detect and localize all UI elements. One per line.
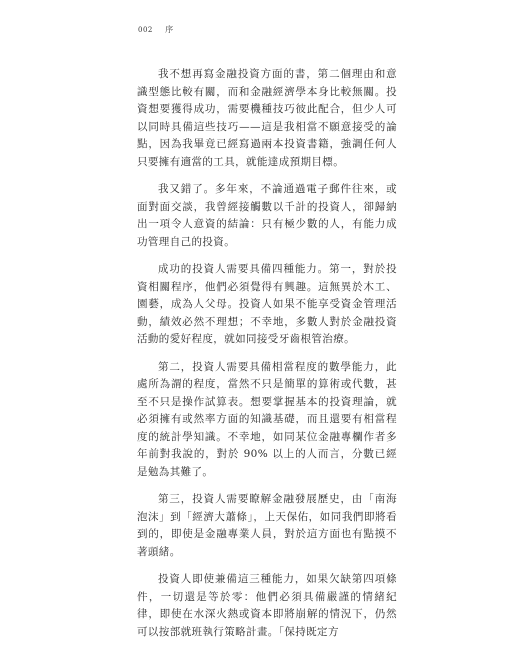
paragraph: 投資人即使兼備這三種能力，如果欠缺第四項條件，一切還是等於零：他們必須具備嚴謹的情緒紀律，即使在水深火熱或資本即將崩解的情況下，仍然可以按部就班執行策略計畫。「保持既定方 [137,573,397,638]
running-title: 序 [165,25,174,34]
paragraph: 第二，投資人需要具備相當程度的數學能力，此處所為謂的程度，當然不只是簡單的算術或代數，甚至不只是操作試算表。想要掌握基本的投資理論，就必須擁有或然率方面的知識基礎，而且還要有相當程度的統計學知識。不幸地，如同某位金融專欄作者多年前對我說的，對於 90% 以上的人而言，分數已經是勉為其難了。 [137,360,397,478]
paragraph: 我又錯了。多年來，不論通過電子郵件往來，或面對面交談，我曾經接觸數以千計的投資人，卻歸納出一項令人意資的結論：只有極少數的人，有能力成功管理自己的投資。 [137,183,397,248]
body-text [137,66,397,651]
running-header [138,24,173,35]
paragraph: 第三，投資人需要瞭解金融發展歷史，由「南海泡沫」到「經濟大蕭條」，上天保佑，如同我們即將看到的，即使是金融專業人員，對於這方面也有點摸不著頭緒。 [137,493,397,558]
page-number: 002 [138,26,153,34]
paragraph: 成功的投資人需要具備四種能力。第一，對於投資相關程序，他們必須覺得有興趣。這無異於木工、園藝，成為人父母。投資人如果不能享受資金管理活動，績效必然不理想；不幸地，多數人對於金融投資活動的愛好程度，就如同接受牙齒根管治療。 [137,263,397,345]
paragraph: 我不想再寫金融投資方面的書，第二個理由和意識型態比較有關，而和金融經濟學本身比較無關。投資想要獲得成功，需要機種技巧彼此配合，但少人可以同時具備這些技巧——這是我相當不願意接受的論點，因為我畢竟已經寫過兩本投資書籍，強調任何人只要擁有適當的工具，就能達成預期目標。 [137,68,397,168]
